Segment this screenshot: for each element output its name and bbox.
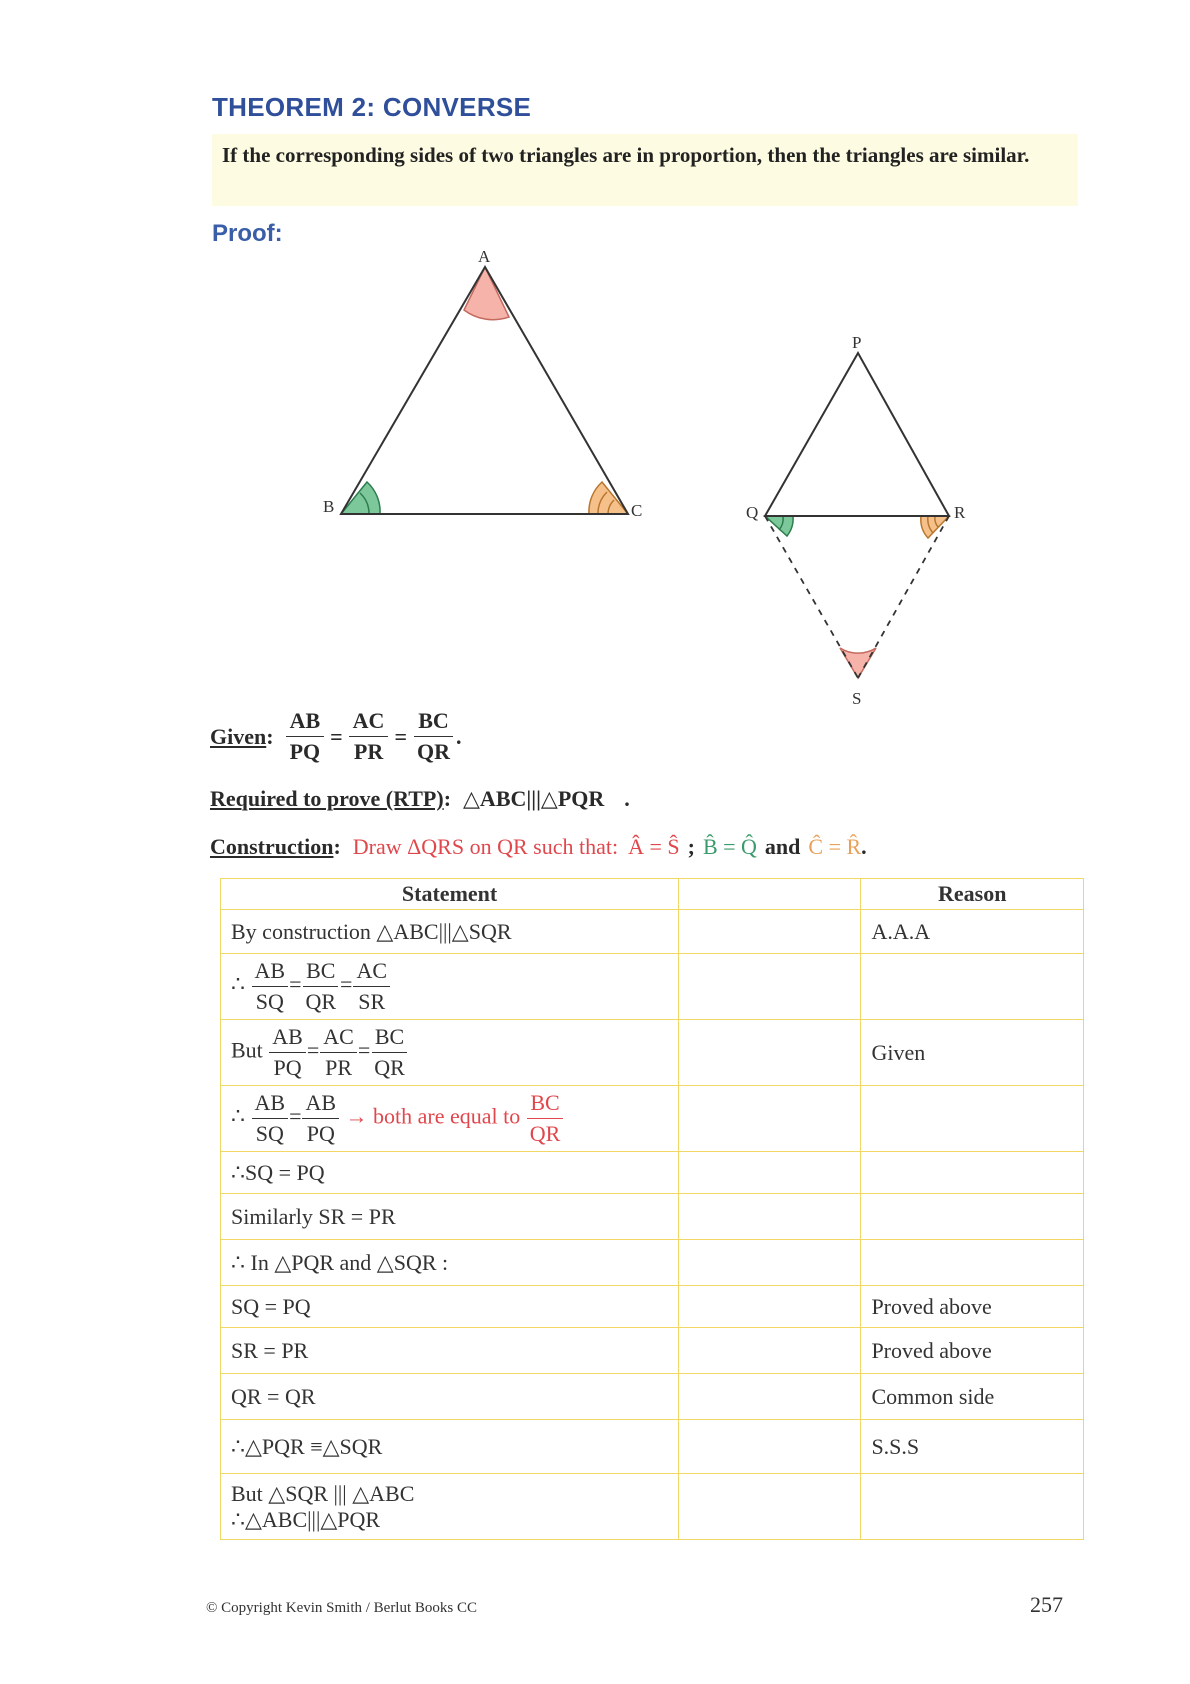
statement-cell: SQ = PQ — [221, 1286, 679, 1328]
table-row — [221, 1194, 1084, 1240]
construction-colon: : — [333, 834, 341, 859]
reason-cell: Common side — [861, 1374, 1084, 1420]
statement-header: Statement — [221, 879, 679, 910]
denominator: SR — [358, 989, 386, 1014]
rtp-label: Required to prove (RTP) — [210, 786, 444, 811]
therefore-symbol: ∴ — [231, 1103, 245, 1129]
numerator: AB — [302, 1088, 339, 1119]
vertex-b-label: B — [323, 497, 335, 516]
statement-cell: Similarly SR = PR — [221, 1194, 679, 1240]
fraction — [252, 1088, 289, 1149]
vertex-p-label: P — [852, 333, 862, 352]
blank-cell — [679, 1328, 861, 1374]
numerator: AB — [269, 1022, 306, 1053]
triangle-abc — [323, 247, 642, 520]
statement-cell: ∴SQ = PQ — [221, 1152, 679, 1194]
theorem-statement: If the corresponding sides of two triangles are in proportion, then the triangles are similar. — [222, 143, 1030, 167]
table-header-row — [221, 879, 1084, 910]
blank-cell — [679, 1240, 861, 1286]
fraction — [320, 1022, 357, 1083]
triangles-diagram — [0, 0, 1190, 720]
statement-cell: SR = PR — [221, 1328, 679, 1374]
construction-text: Draw ΔQRS on QR such that: — [352, 834, 619, 859]
numerator: AB — [252, 956, 289, 987]
construction-angle-a: Â = Ŝ — [628, 834, 680, 859]
equality-note: → both are equal to — [345, 1103, 521, 1129]
statement-cell: ∴ In △PQR and △SQR : — [221, 1240, 679, 1286]
reason-cell: Proved above — [861, 1328, 1084, 1374]
table-row — [221, 1328, 1084, 1374]
given-fraction-1 — [286, 706, 325, 767]
statement-line-1: But △SQR ||| △ABC — [231, 1480, 415, 1506]
construction-separator: ; — [687, 834, 695, 859]
fraction — [269, 1022, 306, 1083]
reason-cell — [861, 1194, 1084, 1240]
table-row — [221, 1086, 1084, 1152]
statement-cell: ∴ $\frac{AB}{SQ}$ = $\frac{BC}{QR}$ = $\frac{AC}{SR}$ — [221, 954, 679, 1020]
therefore-symbol: ∴ — [231, 971, 245, 997]
statement-cell: ∴△PQR ≡△SQR — [221, 1420, 679, 1474]
statement-cell: ∴ $\frac{AB}{SQ}$ = $\frac{AB}{PQ}$ → both are equal to $\frac{BC}{QR}$ — [221, 1086, 679, 1152]
statement-cell: By construction △ABC|||△SQR — [221, 910, 679, 954]
blank-cell — [679, 1420, 861, 1474]
vertex-c-label: C — [631, 501, 643, 520]
table-row — [221, 1240, 1084, 1286]
statement-cell: QR = QR — [221, 1374, 679, 1420]
rtp-line — [210, 786, 630, 812]
construction-angle-b: B̂ = Q̂ — [702, 834, 757, 859]
reason-cell: Given — [861, 1020, 1084, 1086]
reason-cell — [861, 1152, 1084, 1194]
numerator: AC — [349, 706, 389, 737]
vertex-r-label: R — [954, 503, 966, 522]
angle-b-marker — [341, 482, 380, 514]
rtp-end: . — [624, 786, 630, 811]
vertex-s-label: S — [852, 689, 862, 708]
numerator: AB — [286, 706, 325, 737]
blank-cell — [679, 954, 861, 1020]
angle-q-marker — [765, 516, 793, 536]
numerator: BC — [527, 1088, 562, 1119]
numerator: BC — [414, 706, 453, 737]
statement-cell — [221, 1474, 679, 1540]
vertex-a-label: A — [478, 247, 491, 266]
given-fraction-3 — [413, 706, 454, 767]
denominator: PQ — [289, 739, 321, 764]
rtp-statement: △ABC|||△PQR — [463, 786, 605, 811]
theorem-heading: THEOREM 2: CONVERSE — [212, 92, 532, 122]
fraction — [371, 1022, 408, 1083]
blank-cell — [679, 1286, 861, 1328]
fraction — [302, 956, 339, 1017]
construction-angle-c: Ĉ = R̂ — [808, 834, 862, 859]
denominator: SQ — [255, 1121, 284, 1146]
blank-header — [679, 879, 861, 910]
vertex-q-label: Q — [746, 503, 759, 522]
fraction — [302, 1088, 339, 1149]
blank-cell — [679, 1194, 861, 1240]
numerator: AC — [353, 956, 390, 987]
construction-label: Construction — [210, 834, 334, 859]
numerator: AC — [320, 1022, 357, 1053]
reason-cell: Proved above — [861, 1286, 1084, 1328]
page-number: 257 — [1030, 1592, 1063, 1617]
denominator: QR — [374, 1055, 405, 1080]
blank-cell — [679, 1474, 861, 1540]
statement-cell: But $\frac{AB}{PQ}$ = $\frac{AC}{PR}$ = $\frac{BC}{QR}$ — [221, 1020, 679, 1086]
qs-dashed-line — [765, 516, 858, 678]
rs-dashed-line — [858, 516, 949, 678]
table-row — [221, 1474, 1084, 1540]
note-fraction — [527, 1088, 564, 1149]
copyright-notice: © Copyright Kevin Smith / Berlut Books CC — [206, 1600, 477, 1616]
numerator: AB — [252, 1088, 289, 1119]
proof-label: Proof: — [212, 220, 283, 247]
given-colon: : — [266, 723, 274, 749]
denominator: SQ — [255, 989, 284, 1014]
construction-end: . — [861, 834, 867, 859]
but-word: But — [231, 1037, 263, 1063]
given-fraction-2 — [349, 706, 389, 767]
numerator: BC — [303, 956, 338, 987]
triangle-pqr-outline — [765, 353, 949, 516]
given-end: . — [456, 723, 462, 749]
denominator: QR — [529, 1121, 561, 1146]
denominator: PQ — [306, 1121, 335, 1146]
reason-cell — [861, 954, 1084, 1020]
rtp-colon: : — [443, 786, 452, 811]
angle-s-marker — [840, 648, 876, 678]
reason-cell — [861, 1240, 1084, 1286]
numerator: BC — [372, 1022, 407, 1053]
denominator: PR — [353, 739, 384, 764]
blank-cell — [679, 1086, 861, 1152]
table-row — [221, 954, 1084, 1020]
reason-cell — [861, 1474, 1084, 1540]
fraction — [252, 956, 289, 1017]
blank-cell — [679, 1374, 861, 1420]
table-row — [221, 1374, 1084, 1420]
blank-cell — [679, 1020, 861, 1086]
denominator: PQ — [273, 1055, 302, 1080]
table-row — [221, 1152, 1084, 1194]
given-label: Given — [210, 723, 267, 749]
reason-cell: A.A.A — [861, 910, 1084, 954]
statement-line-2: ∴△ABC|||△PQR — [231, 1506, 381, 1532]
denominator: QR — [305, 989, 337, 1014]
proof-table — [220, 878, 1084, 1540]
reason-header: Reason — [861, 879, 1084, 910]
reason-cell — [861, 1086, 1084, 1152]
table-row — [221, 910, 1084, 954]
table-row — [221, 1420, 1084, 1474]
denominator: PR — [325, 1055, 353, 1080]
given-line: Given : $\frac{AB}{PQ}$ = $\frac{AC}{PR}$ = $\frac{BC}{QR}$ . — [210, 706, 462, 767]
construction-line — [210, 834, 867, 860]
reason-cell: S.S.S — [861, 1420, 1084, 1474]
fraction — [353, 956, 390, 1017]
construction-and: and — [764, 834, 801, 859]
table-row — [221, 1020, 1084, 1086]
triangle-pqr — [746, 333, 966, 708]
blank-cell — [679, 910, 861, 954]
blank-cell — [679, 1152, 861, 1194]
denominator: QR — [417, 739, 450, 764]
table-row — [221, 1286, 1084, 1328]
